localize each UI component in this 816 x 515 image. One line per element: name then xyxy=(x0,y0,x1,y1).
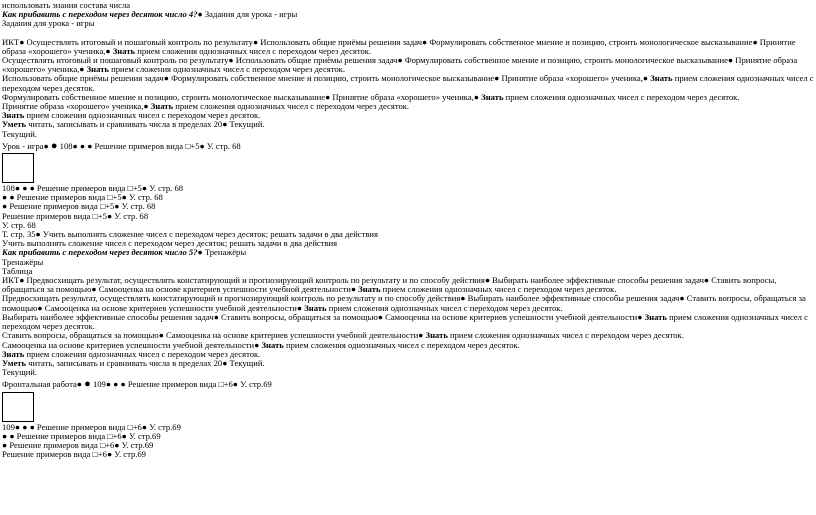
bold-keyword: Уметь xyxy=(2,358,27,368)
paragraph-end: прием сложения однозначных чисел с переходом через десяток. xyxy=(26,349,261,359)
paragraph-end: прием сложения однозначных чисел с переходом через десяток. xyxy=(26,111,261,121)
bullet-icon: ● xyxy=(50,141,58,152)
bold-keyword: Знать xyxy=(650,73,673,84)
paragraph-text: ИКТ● Предвосхищать результат, осуществлять констатирующий и прогнозирующий контроль по результату и по способу действия● Выбирать наиболее эффективные способы решения задач● Ставить вопросы, обращаться за помощью● Самооценка на основе критериев успешности учебной деятельности● xyxy=(2,275,777,295)
lesson-title: Как прибавить с переходом через десяток число 5? xyxy=(2,248,198,258)
paragraph xyxy=(2,350,814,359)
bold-keyword: Уметь xyxy=(2,120,27,130)
paragraph xyxy=(2,56,814,74)
bold-keyword: Знать xyxy=(112,45,136,56)
paragraph xyxy=(2,38,814,56)
bold-keyword: Знать xyxy=(358,284,381,295)
activity-label: Фронтальная работа● xyxy=(2,380,85,390)
image-placeholder xyxy=(2,153,34,183)
paragraph-text: Принятие образа «хорошего» ученика,● xyxy=(2,102,149,112)
activity-text: 109● ● ● Решение примеров вида □+6● У. стр.69 xyxy=(90,380,272,390)
activity-line xyxy=(2,142,814,151)
activity-text: 108● ● ● Решение примеров вида □+5● У. стр. 68 xyxy=(57,141,241,151)
bullet-icon: ● xyxy=(84,380,91,390)
paragraph xyxy=(2,120,814,129)
text-line: ● Решение примеров вида □+5● У. стр. 68 xyxy=(2,202,156,212)
text-line: 109● ● ● Решение примеров вида □+6● У. стр.69 xyxy=(2,422,181,432)
paragraph-end: читать, записывать и сравнивать числа в пределах 20● Текущий. xyxy=(28,120,265,130)
paragraph-end: читать, записывать и сравнивать числа в пределах 20● Текущий. xyxy=(28,358,265,368)
paragraph xyxy=(2,93,814,102)
bold-keyword: Знать xyxy=(150,102,174,112)
bold-keyword: Знать xyxy=(86,64,109,75)
paragraph-end: прием сложения однозначных чисел с переходом через десяток. xyxy=(450,331,684,341)
paragraph-end: прием сложения однозначных чисел с переходом через десяток. xyxy=(2,73,814,93)
lesson-line-rest: ● Тренажёры xyxy=(197,248,247,258)
text-line: ● ● Решение примеров вида □+5● У. стр. 68 xyxy=(2,193,163,203)
text-line: Таблица xyxy=(2,266,33,276)
paragraph xyxy=(2,331,814,340)
text-line: Решение примеров вида □+6● У. стр.69 xyxy=(2,450,146,460)
paragraph xyxy=(2,359,814,368)
paragraph-text: Предвосхищать результат, осуществлять констатирующий и прогнозирующий контроль по результату и по способу действия● Выбирать наиболее эффективные способы решения задач● Ставить вопросы, обращаться за помощью● Самооценка на основе критериев успешности учебной деятельности● xyxy=(2,293,806,313)
paragraph-end: прием сложения однозначных чисел с переходом через десяток. xyxy=(382,284,617,295)
lesson-heading-line xyxy=(2,10,814,19)
paragraph xyxy=(2,102,814,111)
paragraph-text: Ставить вопросы, обращаться за помощью● Самооценка на основе критериев успешности учебной деятельности● xyxy=(2,331,424,341)
paragraph-end: прием сложения однозначных чисел с переходом через десяток. xyxy=(175,102,410,112)
bold-keyword: Знать xyxy=(304,302,327,313)
activity-label: Урок - игра● xyxy=(2,141,51,151)
text-line: Текущий. xyxy=(2,129,38,139)
bold-keyword: Знать xyxy=(261,340,284,350)
paragraph-text: Использовать общие приёмы решения задач● Формулировать собственное мнение и позицию, строить монологическое высказывание● Принятие образа «хорошего» ученика,● xyxy=(2,73,649,84)
lesson-line-rest: ● Задания для урока - игры xyxy=(197,10,298,20)
paragraph-end: прием сложения однозначных чисел с переходом через десяток. xyxy=(2,311,808,332)
paragraph xyxy=(2,74,814,92)
paragraph-text: Самооценка на основе критериев успешности учебной деятельности● xyxy=(2,340,260,350)
bold-keyword: Знать xyxy=(481,91,504,102)
paragraph-text: Осуществлять итоговый и пошаговый контроль по результату● Использовать общие приёмы решения задач● Формулировать собственное мнение и позицию, строить монологическое высказывание● Принятие образа «хорошего» ученика,● xyxy=(2,55,798,75)
text-line: Учить выполнять сложение чисел с переходом через десяток; решать задачи в два действия xyxy=(2,239,338,249)
bold-keyword: Знать xyxy=(644,311,667,322)
text-line: У. стр. 68 xyxy=(2,220,36,230)
bold-keyword: Знать xyxy=(2,349,25,359)
paragraph-end: прием сложения однозначных чисел с переходом через десяток. xyxy=(328,302,563,313)
text-line: Решение примеров вида □+5● У. стр. 68 xyxy=(2,211,149,221)
lesson-heading-line xyxy=(2,248,814,257)
paragraph xyxy=(2,276,814,294)
text-line: Тренажёры xyxy=(2,257,44,267)
paragraph-end: прием сложения однозначных чисел с переходом через десяток. xyxy=(111,64,345,75)
bold-keyword: Знать xyxy=(2,111,25,121)
bold-keyword: Знать xyxy=(425,331,448,341)
paragraph-end: прием сложения однозначных чисел с переходом через десяток. xyxy=(285,340,520,350)
paragraph xyxy=(2,341,814,350)
paragraph xyxy=(2,294,814,312)
paragraph-text: Выбирать наиболее эффективные способы решения задач● Ставить вопросы, обращаться за помощью● Самооценка на основе критериев успешности учебной деятельности● xyxy=(2,311,643,322)
text-line: Т. стр. 35● Учить выполнять сложение чисел с переходом через десяток; решать задачи в два действия xyxy=(2,230,378,240)
paragraph-end: прием сложения однозначных чисел с переходом через десяток. xyxy=(137,45,372,56)
paragraph-end: прием сложения однозначных чисел с переходом через десяток. xyxy=(505,91,740,102)
text-line: Текущий. xyxy=(2,368,38,378)
paragraph xyxy=(2,313,814,331)
lesson-title: Как прибавить с переходом через десяток число 4? xyxy=(2,10,198,20)
activity-line xyxy=(2,380,814,389)
image-placeholder xyxy=(2,392,34,422)
text-line: Задания для урока - игры xyxy=(2,19,95,29)
text-line: ● Решение примеров вида □+6● У. стр.69 xyxy=(2,440,154,450)
paragraph-text: Формулировать собственное мнение и позицию, строить монологическое высказывание● Принятие образа «хорошего» ученика,● xyxy=(2,91,480,102)
text-line: 108● ● ● Решение примеров вида □+5● У. стр. 68 xyxy=(2,184,184,194)
text-line: использовать знания состава числа xyxy=(2,1,131,10)
paragraph-text: ИКТ● Осуществлять итоговый и пошаговый контроль по результату● Использовать общие приёмы решения задач● Формулировать собственное мнение и позицию, строить монологическое высказывание● Принятие образа «хорошего» ученика,● xyxy=(2,36,796,56)
paragraph xyxy=(2,111,814,120)
text-line: ● ● Решение примеров вида □+6● У. стр.69 xyxy=(2,431,161,441)
